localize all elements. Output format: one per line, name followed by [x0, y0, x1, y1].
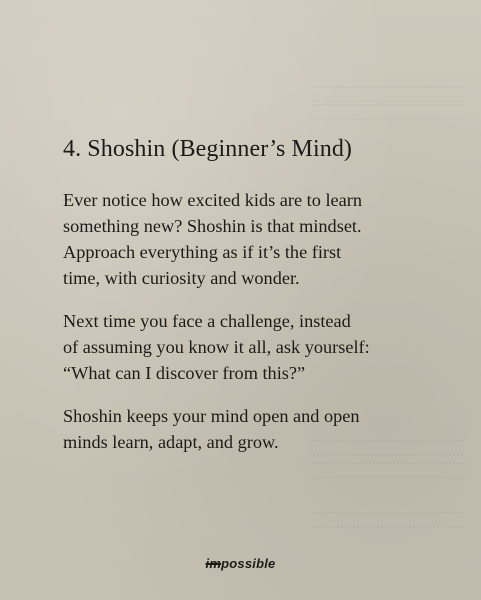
bleed-through-texture	[313, 512, 463, 528]
bleed-through-texture	[313, 86, 463, 102]
brand-logo	[0, 556, 481, 571]
page-title: 4. Shoshin (Beginner’s Mind)	[63, 136, 353, 162]
brand-suffix: possible	[221, 556, 276, 571]
paragraph-intro: Ever notice how excited kids are to learn something new? Shoshin is that mindset. Approach everything as if it’s the first time, with curiosity and wonder.	[63, 190, 362, 288]
bleed-through-texture	[313, 104, 463, 120]
brand-prefix: im	[205, 556, 222, 571]
paragraph-challenge: Next time you face a challenge, instead of assuming you know it all, ask yourself: “What can I discover from this?”	[63, 311, 370, 383]
body-text	[63, 187, 463, 472]
paragraph-conclusion: Shoshin keeps your mind open and open minds learn, adapt, and grow.	[63, 406, 360, 452]
